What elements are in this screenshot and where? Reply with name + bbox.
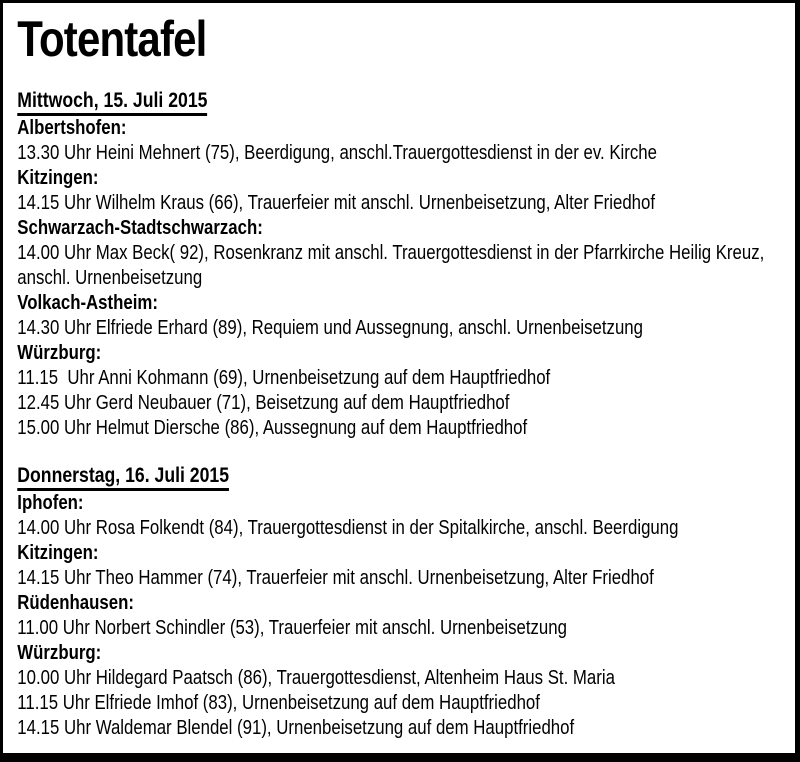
event-line: 14.30 Uhr Elfriede Erhard (89), Requiem und Aussegnung, anschl. Urnenbeisetzung: [17, 317, 644, 339]
place-group-volkach-astheim: [17, 291, 786, 341]
event-line: 14.15 Uhr Wilhelm Kraus (66), Trauerfeier mit anschl. Urnenbeisetzung, Alter Friedhof: [17, 192, 656, 214]
day-section-donnerstag: [17, 463, 786, 741]
place-header: Würzburg:: [17, 642, 102, 664]
place-group-wuerzburg: [17, 341, 786, 441]
document-content: [3, 3, 795, 751]
date-header-text: Donnerstag, 16. Juli 2015: [17, 463, 229, 491]
place-header: Iphofen:: [17, 492, 84, 514]
event-line: 14.15 Uhr Theo Hammer (74), Trauerfeier mit anschl. Urnenbeisetzung, Alter Friedhof: [17, 567, 654, 589]
place-header: Kitzingen:: [17, 542, 99, 564]
place-group-ruedenhausen: [17, 591, 786, 641]
place-group-albertshofen: [17, 116, 786, 166]
date-header: [17, 463, 786, 491]
day-section-mittwoch: [17, 88, 786, 441]
place-group-schwarzach: [17, 216, 786, 291]
event-line: 12.45 Uhr Gerd Neubauer (71), Beisetzung auf dem Hauptfriedhof: [17, 392, 510, 414]
place-header: Schwarzach-Stadtschwarzach:: [17, 217, 263, 239]
event-line: 11.15 Uhr Anni Kohmann (69), Urnenbeisetzung auf dem Hauptfriedhof: [17, 367, 551, 389]
place-header: Würzburg:: [17, 342, 102, 364]
event-line: 10.00 Uhr Hildegard Paatsch (86), Trauergottesdienst, Altenheim Haus St. Maria: [17, 667, 615, 689]
place-header: Albertshofen:: [17, 117, 127, 139]
place-group-iphofen: [17, 491, 786, 541]
event-line: 14.15 Uhr Waldemar Blendel (91), Urnenbeisetzung auf dem Hauptfriedhof: [17, 717, 575, 739]
place-header: Kitzingen:: [17, 167, 99, 189]
date-header: [17, 88, 786, 116]
place-header: Volkach-Astheim:: [17, 292, 158, 314]
place-header: Rüdenhausen:: [17, 592, 134, 614]
place-group-kitzingen-2: [17, 541, 786, 591]
place-group-kitzingen: [17, 166, 786, 216]
event-line: 11.15 Uhr Elfriede Imhof (83), Urnenbeisetzung auf dem Hauptfriedhof: [17, 692, 540, 714]
page-title: Totentafel: [17, 11, 207, 67]
event-line: 11.00 Uhr Norbert Schindler (53), Trauerfeier mit anschl. Urnenbeisetzung: [17, 617, 567, 639]
date-header-text: Mittwoch, 15. Juli 2015: [17, 88, 207, 116]
event-line: 13.30 Uhr Heini Mehnert (75), Beerdigung, anschl.Trauergottesdienst in der ev. Kirche: [17, 142, 657, 164]
place-group-wuerzburg-2: [17, 641, 786, 741]
event-line: 14.00 Uhr Max Beck( 92), Rosenkranz mit anschl. Trauergottesdienst in der Pfarrkirche Heilig Kreuz, anschl. Urnenbeisetzung: [17, 242, 769, 289]
event-line: 15.00 Uhr Helmut Diersche (86), Aussegnung auf dem Hauptfriedhof: [17, 417, 528, 439]
event-line: 14.00 Uhr Rosa Folkendt (84), Trauergottesdienst in der Spitalkirche, anschl. Beerdigung: [17, 517, 679, 539]
